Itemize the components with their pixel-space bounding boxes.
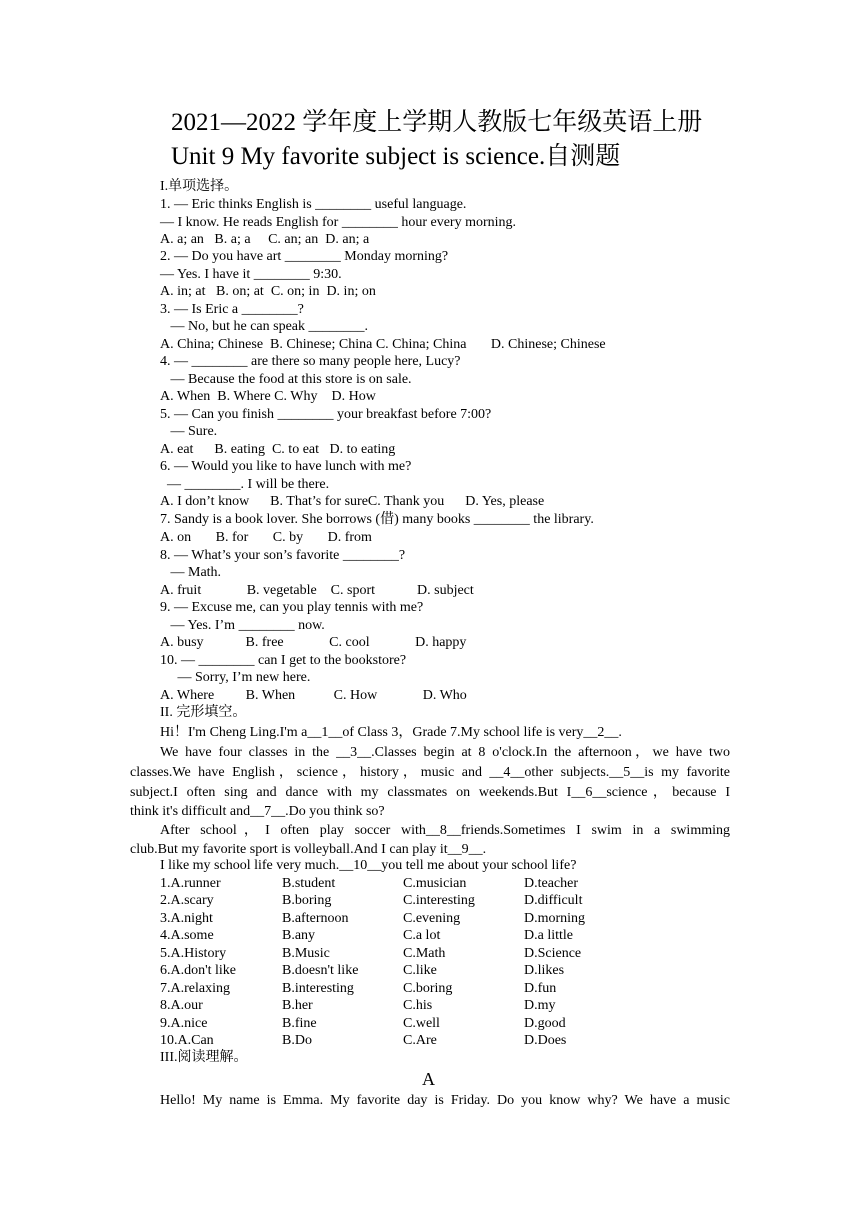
- option-c: C.well: [403, 1016, 440, 1031]
- s1-line: A. Where B. When C. How D. Who: [160, 688, 467, 703]
- s1-line: — No, but he can speak ________.: [160, 319, 369, 334]
- s1-line: 9. — Excuse me, can you play tennis with me?: [160, 600, 424, 615]
- option-b: B.student: [282, 876, 336, 891]
- option-d: D.Does: [524, 1033, 567, 1048]
- s1-line: A. in; at B. on; at C. on; in D. in; on: [160, 284, 376, 299]
- s1-line: 4. — ________ are there so many people here, Lucy?: [160, 354, 461, 369]
- option-d: D.fun: [524, 981, 557, 996]
- s1-line: 1. — Eric thinks English is ________ useful language.: [160, 197, 467, 212]
- option-d: D.Science: [524, 946, 582, 961]
- option-a: 2.A.scary: [160, 893, 214, 908]
- passage-a-heading: A: [422, 1069, 435, 1089]
- option-b: B.boring: [282, 893, 332, 908]
- s1-line: — Sorry, I’m new here.: [160, 670, 311, 685]
- title-line-1: 2021—2022 学年度上学期人教版七年级英语上册: [171, 109, 703, 136]
- s1-line: — ________. I will be there.: [160, 477, 330, 492]
- s1-line: A. I don’t know B. That’s for sureC. Thank you D. Yes, please: [160, 494, 545, 509]
- section-1-heading: I.单项选择。: [160, 179, 239, 194]
- option-a: 7.A.relaxing: [160, 981, 230, 996]
- s1-line: A. eat B. eating C. to eat D. to eating: [160, 442, 396, 457]
- s1-line: 3. — Is Eric a ________?: [160, 302, 304, 317]
- s1-line: A. on B. for C. by D. from: [160, 530, 372, 545]
- option-c: C.evening: [403, 911, 461, 926]
- s1-line: — I know. He reads English for ________ hour every morning.: [160, 215, 517, 230]
- cloze-paragraph-3-line: After school，I often play soccer with__8__friends.Sometimes I swim in a swimming: [160, 823, 730, 838]
- cloze-paragraph-2-line: We have four classes in the __3__.Classes begin at 8 o'clock.In the afternoon，we have two: [160, 745, 730, 760]
- cloze-paragraph-2-line: subject.I often sing and dance with my classmates on weekends.But I__6__science，because I: [130, 785, 730, 800]
- option-d: D.good: [524, 1016, 566, 1031]
- option-c: C.boring: [403, 981, 453, 996]
- s1-line: — Math.: [160, 565, 222, 580]
- s1-line: A. fruit B. vegetable C. sport D. subject: [160, 583, 474, 598]
- option-a: 5.A.History: [160, 946, 227, 961]
- option-b: B.Music: [282, 946, 330, 961]
- s1-line: — Yes. I have it ________ 9:30.: [160, 267, 342, 282]
- option-a: 8.A.our: [160, 998, 203, 1013]
- option-d: D.likes: [524, 963, 565, 978]
- s1-line: A. busy B. free C. cool D. happy: [160, 635, 467, 650]
- option-a: 3.A.night: [160, 911, 213, 926]
- s1-line: 2. — Do you have art ________ Monday morning?: [160, 249, 449, 264]
- s1-line: 7. Sandy is a book lover. She borrows (借) many books ________ the library.: [160, 512, 594, 527]
- cloze-paragraph-2-line: classes.We have English，science，history，music and __4__other subjects.__5__is my favorite: [130, 765, 730, 780]
- option-c: C.like: [403, 963, 437, 978]
- option-a: 9.A.nice: [160, 1016, 208, 1031]
- passage-a-text: Hello! My name is Emma. My favorite day is Friday. Do you know why? We have a music: [160, 1093, 730, 1108]
- s1-line: A. When B. Where C. Why D. How: [160, 389, 376, 404]
- s1-line: — Yes. I’m ________ now.: [160, 618, 325, 633]
- option-d: D.my: [524, 998, 556, 1013]
- option-d: D.difficult: [524, 893, 583, 908]
- section-3-heading: III.阅读理解。: [160, 1050, 248, 1065]
- s1-line: A. a; an B. a; a C. an; an D. an; a: [160, 232, 370, 247]
- title-line-2: Unit 9 My favorite subject is science.自测题: [171, 143, 621, 170]
- option-b: B.afternoon: [282, 911, 349, 926]
- cloze-paragraph-2-line: think it's difficult and__7__.Do you think so?: [130, 804, 385, 819]
- option-b: B.any: [282, 928, 316, 943]
- s1-line: A. China; Chinese B. Chinese; China C. China; China D. Chinese; Chinese: [160, 337, 606, 352]
- cloze-paragraph-3-line: club.But my favorite sport is volleyball.And I can play it__9__.: [130, 842, 487, 857]
- option-a: 1.A.runner: [160, 876, 221, 891]
- section-2-heading: II. 完形填空。: [160, 705, 247, 720]
- cloze-paragraph-1: Hi！I'm Cheng Ling.I'm a__1__of Class 3，Grade 7.My school life is very__2__.: [160, 725, 622, 740]
- cloze-paragraph-4: I like my school life very much.__10__you tell me about your school life?: [160, 858, 577, 873]
- s1-line: — Sure.: [160, 424, 218, 439]
- option-c: C.interesting: [403, 893, 475, 908]
- option-d: D.morning: [524, 911, 586, 926]
- option-b: B.fine: [282, 1016, 317, 1031]
- option-c: C.Are: [403, 1033, 437, 1048]
- option-c: C.his: [403, 998, 433, 1013]
- option-d: D.a little: [524, 928, 573, 943]
- option-b: B.Do: [282, 1033, 312, 1048]
- option-c: C.Math: [403, 946, 446, 961]
- s1-line: 10. — ________ can I get to the bookstore?: [160, 653, 407, 668]
- option-a: 10.A.Can: [160, 1033, 214, 1048]
- option-a: 6.A.don't like: [160, 963, 237, 978]
- s1-line: 8. — What’s your son’s favorite ________?: [160, 548, 406, 563]
- option-a: 4.A.some: [160, 928, 214, 943]
- option-d: D.teacher: [524, 876, 579, 891]
- s1-line: 6. — Would you like to have lunch with me?: [160, 459, 412, 474]
- option-c: C.a lot: [403, 928, 441, 943]
- option-b: B.doesn't like: [282, 963, 359, 978]
- option-b: B.her: [282, 998, 313, 1013]
- option-b: B.interesting: [282, 981, 354, 996]
- option-c: C.musician: [403, 876, 467, 891]
- s1-line: 5. — Can you finish ________ your breakfast before 7:00?: [160, 407, 492, 422]
- s1-line: — Because the food at this store is on sale.: [160, 372, 412, 387]
